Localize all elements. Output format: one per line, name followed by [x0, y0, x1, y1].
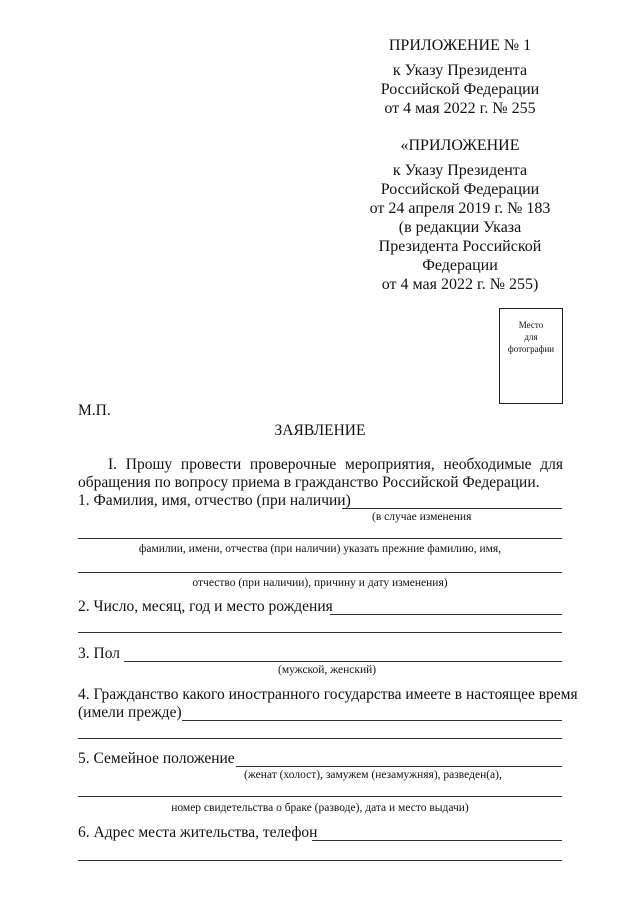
annex-2-line3: от 24 апреля 2019 г. № 183 — [369, 200, 551, 217]
field-3-hint: (мужской, женский) — [278, 664, 377, 676]
field-1-line-3[interactable] — [78, 572, 562, 573]
field-2-line-2[interactable] — [78, 632, 562, 633]
header-annex-1 — [360, 36, 560, 118]
field-1-hint-1: (в случае изменения — [372, 511, 472, 523]
intro-line-2: обращения по вопросу приема в гражданство Российской Федерации. — [78, 474, 540, 491]
intro-line-1: I. Прошу провести проверочные мероприятия, необходимые для — [108, 456, 563, 473]
field-5-input-line[interactable] — [236, 766, 562, 767]
field-6-label: 6. Адрес места жительства, телефон — [78, 824, 318, 841]
annex-2-line2: Российской Федерации — [380, 181, 540, 198]
field-4-line-2[interactable] — [78, 738, 562, 739]
annex-2-title: «ПРИЛОЖЕНИЕ — [400, 137, 520, 154]
photo-placeholder — [499, 308, 563, 404]
header-annex-2 — [360, 136, 560, 294]
annex-2-line4: (в редакции Указа — [398, 219, 522, 236]
field-2-label: 2. Число, месяц, год и место рождения — [78, 598, 333, 615]
stamp-mark: М.П. — [78, 402, 111, 419]
photo-label-1: Место — [518, 320, 544, 330]
field-3-input-line[interactable] — [124, 661, 562, 662]
field-5-label: 5. Семейное положение — [78, 750, 235, 767]
photo-label-3: фотографии — [507, 344, 555, 354]
annex-2-line7: от 4 мая 2022 г. № 255) — [381, 276, 539, 293]
field-6-line-2[interactable] — [78, 860, 562, 861]
annex-2-line6: Федерации — [422, 257, 498, 274]
annex-1-title: ПРИЛОЖЕНИЕ № 1 — [388, 37, 532, 54]
annex-2-line1: к Указу Президента — [392, 162, 528, 179]
photo-label-2: для — [524, 332, 538, 342]
field-1-hint-2: фамилии, имени, отчества (при наличии) указать прежние фамилию, имя, — [138, 543, 502, 555]
field-1-input-line[interactable] — [342, 508, 562, 509]
field-4-label-line-1: 4. Гражданство какого иностранного государства имеете в настоящее время — [78, 686, 578, 703]
annex-1-line3: от 4 мая 2022 г. № 255 — [384, 100, 536, 117]
field-2-input-line[interactable] — [330, 614, 562, 615]
annex-1-line2: Российской Федерации — [380, 81, 540, 98]
annex-2-line5: Президента Российской — [378, 238, 542, 255]
field-4-input-line[interactable] — [182, 720, 562, 721]
field-6-input-line[interactable] — [312, 840, 562, 841]
field-1-line-2[interactable] — [78, 538, 562, 539]
field-4-label-line-2: (имели прежде) — [78, 704, 182, 721]
field-3-label: 3. Пол — [78, 645, 120, 662]
field-1-label: 1. Фамилия, имя, отчество (при наличии) — [78, 492, 351, 509]
field-5-hint-2: номер свидетельства о браке (разводе), дата и место выдачи) — [171, 802, 469, 814]
document-title: ЗАЯВЛЕНИЕ — [274, 422, 366, 439]
field-5-hint-1: (женат (холост), замужем (незамужняя), разведен(а), — [244, 769, 502, 781]
field-1-hint-3: отчество (при наличии), причину и дату изменения) — [192, 577, 448, 589]
field-5-line-2[interactable] — [78, 796, 562, 797]
annex-1-line1: к Указу Президента — [392, 62, 528, 79]
